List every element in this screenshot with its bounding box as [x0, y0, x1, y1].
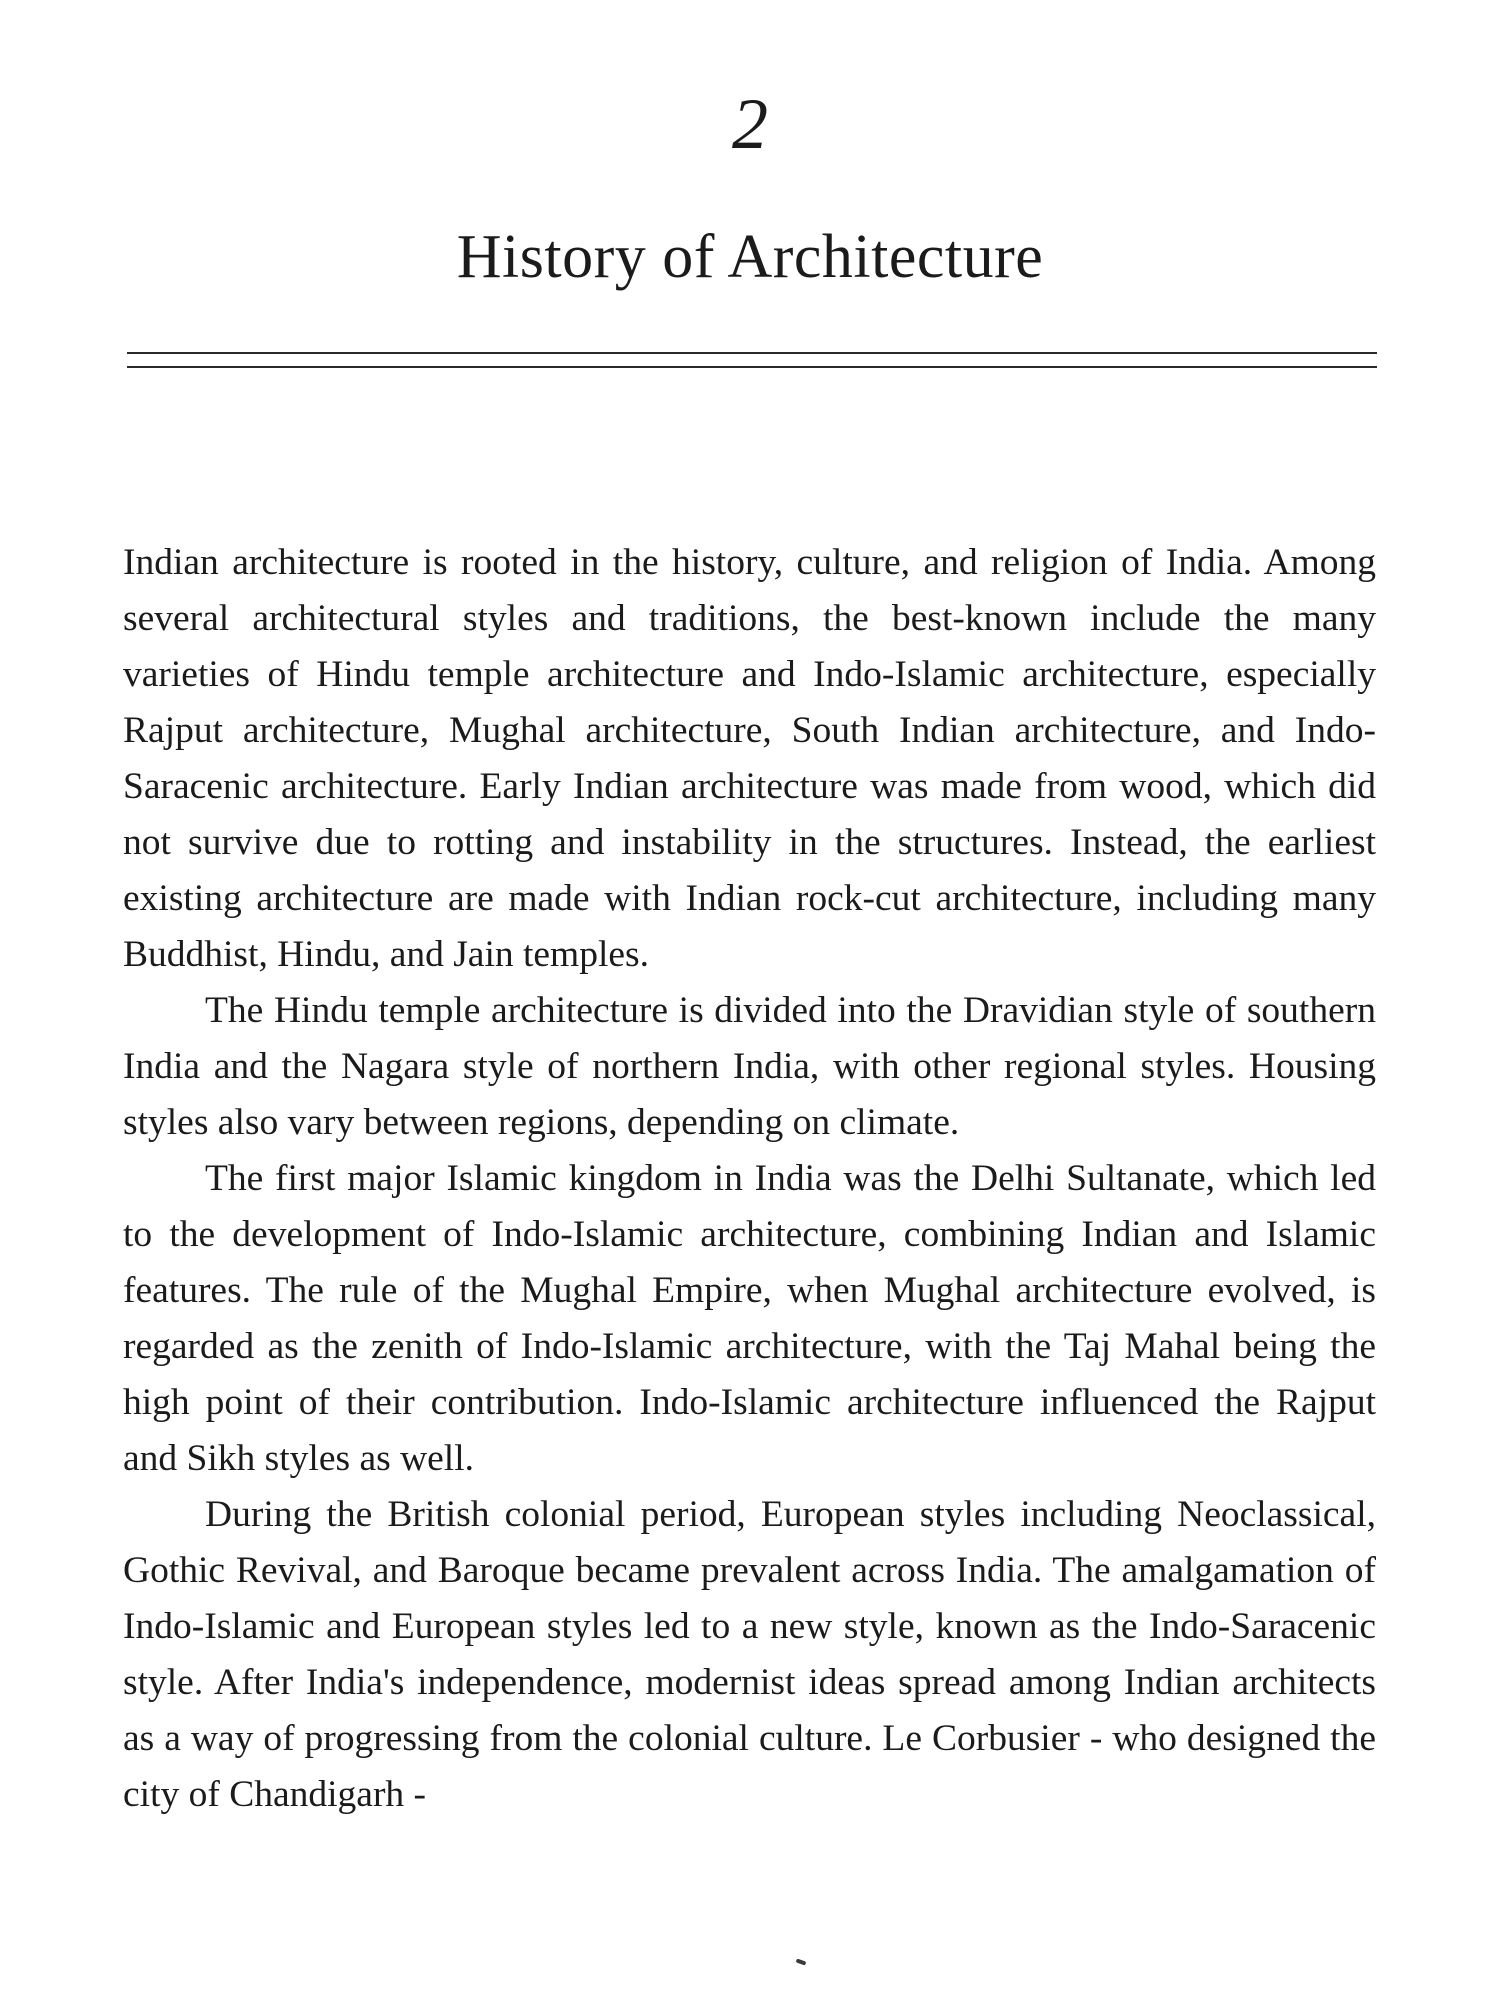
paragraph-intro: Indian architecture is rooted in the history, culture, and religion of India. Among several architectural styles and traditions, the best-known include the many varieties of Hindu temple architecture and Indo-Islamic architecture, especially Rajput architecture, Mughal architecture, South Indian architecture, and Indo-Saracenic architecture. Early Indian architecture was made from wood, which did not survive due to rotting and instability in the structures. Instead, the earliest existing architecture are made with Indian rock-cut architecture, including many Buddhist, Hindu, and Jain temples. [123, 542, 1376, 975]
chapter-body [123, 535, 1376, 1823]
paragraph-indo-islamic: The first major Islamic kingdom in India was the Delhi Sultanate, which led to the development of Indo-Islamic architecture, combining Indian and Islamic features. The rule of the Mughal Empire, when Mughal architecture evolved, is regarded as the zenith of Indo-Islamic architecture, with the Taj Mahal being the high point of their contribution. Indo-Islamic architecture influenced the Rajput and Sikh styles as well. [123, 1158, 1376, 1479]
title-divider-top [127, 352, 1377, 354]
title-divider-bottom [127, 366, 1377, 368]
scan-mark [796, 1958, 807, 1965]
paragraph-colonial-period: During the British colonial period, European styles including Neoclassical, Gothic Revival, and Baroque became prevalent across India. The amalgamation of Indo-Islamic and European styles led to a new style, known as the Indo-Saracenic style. After India's independence, modernist ideas spread among Indian architects as a way of progressing from the colonial culture. Le Corbusier - who designed the city of Chandigarh - [123, 1494, 1376, 1815]
paragraph-hindu-temples: The Hindu temple architecture is divided into the Dravidian style of southern India and the Nagara style of northern India, with other regional styles. Housing styles also vary between regions, depending on climate. [123, 990, 1376, 1143]
chapter-number: 2 [732, 84, 768, 164]
chapter-title: History of Architecture [456, 223, 1044, 291]
